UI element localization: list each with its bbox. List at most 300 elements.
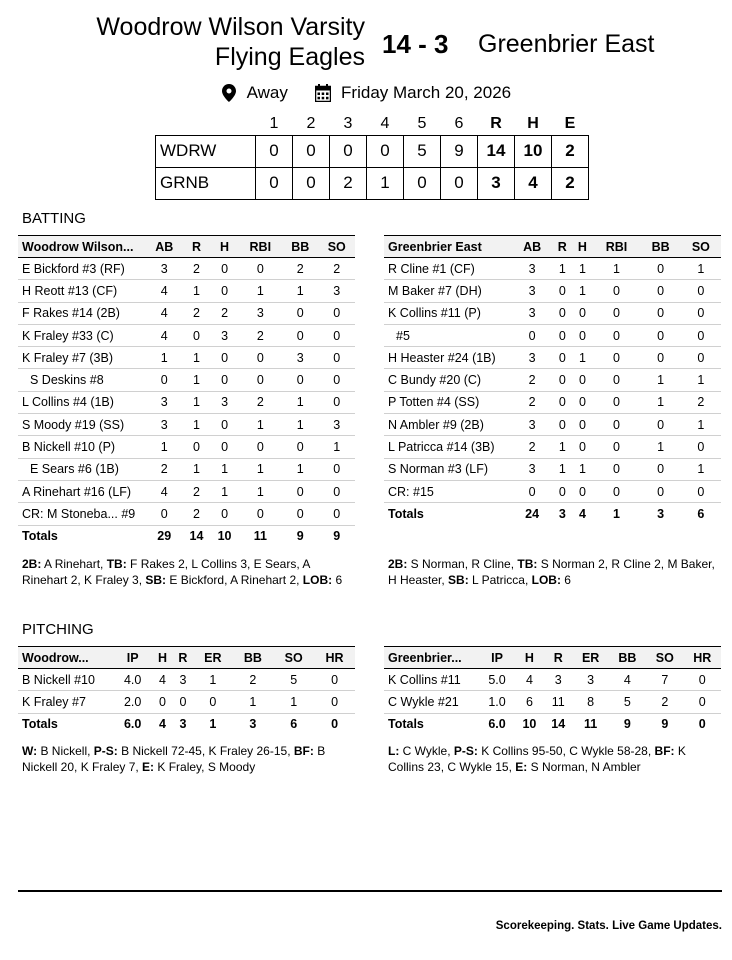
stat-cell: 11	[544, 691, 573, 713]
stat-column-header: BB	[609, 647, 646, 669]
total-cell: 6	[697, 507, 705, 522]
stat-column-header: RBI	[593, 236, 641, 258]
player-name: P Totten #4 (SS)	[384, 391, 512, 413]
inning-label: 6	[454, 114, 464, 132]
stat-cell: 1	[681, 458, 721, 480]
note-text: K Collins 23, C Wykle 15,	[388, 744, 686, 774]
stat-column-header: IP	[113, 647, 152, 669]
stat-cell: 0	[640, 302, 680, 324]
stat-cell: 0	[318, 302, 355, 324]
stat-cell: 0	[572, 369, 592, 391]
table-row	[384, 347, 721, 369]
stat-cell: 2	[681, 391, 721, 413]
stat-cell: 0	[593, 391, 641, 413]
stat-cell: 1	[182, 347, 210, 369]
total-cell: 11	[253, 529, 267, 544]
total-cell: 3	[249, 717, 257, 732]
stat-cell: 0	[681, 324, 721, 346]
table-row	[384, 458, 721, 480]
note-text: B Nickell 72-45, K Fraley 26-15,	[117, 744, 294, 758]
stat-cell: 0	[593, 324, 641, 346]
stat-cell: 4	[146, 280, 182, 302]
team-column-header: Woodrow...	[18, 647, 113, 669]
final-score: 14 - 3	[382, 29, 449, 59]
stat-cell: 1	[593, 258, 641, 280]
total-cell: 14	[189, 529, 204, 544]
stat-cell: 0	[593, 280, 641, 302]
stat-cell: 1	[239, 458, 282, 480]
player-name: E Sears #6 (1B)	[18, 458, 146, 480]
stat-cell: 1	[681, 258, 721, 280]
stat-cell: 3	[512, 302, 552, 324]
note-text: 6	[332, 573, 343, 587]
total-cell: 14	[551, 717, 566, 732]
stat-column-header: IP	[479, 647, 515, 669]
stat-cell: 4	[146, 480, 182, 502]
stat-cell: 1	[146, 436, 182, 458]
inning-label: 1	[269, 114, 279, 132]
stat-cell: 0	[314, 691, 355, 713]
total-errors: 2	[552, 167, 589, 199]
stat-cell: 3	[211, 324, 239, 346]
stat-cell: 2	[182, 258, 210, 280]
stat-cell: 0	[640, 414, 680, 436]
stat-cell: 0	[239, 258, 282, 280]
stat-cell: 1	[211, 480, 239, 502]
stat-cell: 2	[182, 480, 210, 502]
player-name: C Bundy #20 (C)	[384, 369, 512, 391]
stat-cell: 1.0	[479, 691, 515, 713]
stat-cell: 0	[681, 280, 721, 302]
player-name: CR: M Stoneba... #9	[18, 503, 146, 525]
table-row	[384, 669, 721, 691]
stat-cell: 2	[512, 391, 552, 413]
totals-label: Totals	[388, 507, 424, 522]
player-name: B Nickell #10 (P)	[18, 436, 146, 458]
table-row	[384, 436, 721, 458]
stat-cell: 1	[572, 258, 592, 280]
stat-cell: 1	[182, 458, 210, 480]
stat-cell: 3	[512, 458, 552, 480]
stat-cell: 0	[640, 480, 680, 502]
player-name: #5	[384, 324, 512, 346]
player-name: K Fraley #7 (3B)	[18, 347, 146, 369]
inning-score: 1	[367, 167, 404, 199]
note-label: E:	[515, 760, 528, 774]
table-row	[384, 324, 721, 346]
inning-label: 4	[380, 114, 390, 132]
stat-cell: 1	[182, 369, 210, 391]
stat-cell: 0	[282, 324, 318, 346]
totals-row	[18, 713, 355, 735]
inning-score: 0	[256, 167, 293, 199]
stat-cell: 1	[572, 280, 592, 302]
table-row	[384, 414, 721, 436]
total-hits: 10	[515, 135, 552, 167]
player-name: K Fraley #7	[18, 691, 113, 713]
batting-notes-away	[388, 556, 723, 588]
note-text: B Nickell 20, K Fraley 7,	[22, 744, 326, 774]
table-row	[18, 280, 355, 302]
inning-score: 0	[256, 135, 293, 167]
stat-cell: 4	[515, 669, 544, 691]
total-cell: 6	[290, 717, 298, 732]
note-text: B Nickell,	[37, 744, 94, 758]
table-header-row	[18, 647, 355, 669]
note-label: BF:	[654, 744, 675, 758]
stat-cell: 3	[512, 258, 552, 280]
stat-cell: 1	[182, 414, 210, 436]
stat-cell: 0	[681, 436, 721, 458]
stat-cell: 0	[572, 324, 592, 346]
footer-tagline: Scorekeeping. Stats. Live Game Updates.	[495, 920, 722, 932]
stat-cell: 0	[318, 391, 355, 413]
stat-cell: 0	[282, 302, 318, 324]
stat-cell: 0	[318, 347, 355, 369]
table-row	[384, 391, 721, 413]
table-row	[18, 347, 355, 369]
player-name: E Bickford #3 (RF)	[18, 258, 146, 280]
player-name: B Nickell #10	[18, 669, 113, 691]
player-name: L Collins #4 (1B)	[18, 391, 146, 413]
stat-cell: 0	[640, 458, 680, 480]
stat-cell: 3	[318, 414, 355, 436]
table-row	[18, 391, 355, 413]
stat-cell: 2	[182, 503, 210, 525]
stat-column-header: R	[552, 236, 572, 258]
stat-cell: 0	[593, 436, 641, 458]
total-cell: 9	[333, 529, 341, 544]
stat-cell: 1	[572, 347, 592, 369]
total-cell: 3	[558, 507, 566, 522]
hits-label: H	[527, 114, 539, 132]
table-row	[384, 691, 721, 713]
home-team-name-line2: Flying Eagles	[214, 43, 365, 71]
stat-cell: 0	[173, 691, 193, 713]
note-label: 2B:	[388, 557, 408, 571]
stat-cell: 2	[211, 302, 239, 324]
player-name: C Wykle #21	[384, 691, 479, 713]
totals-label: Totals	[22, 717, 58, 732]
calendar-icon	[315, 84, 331, 102]
stat-cell: 2	[232, 669, 273, 691]
note-text: A Rinehart,	[41, 557, 107, 571]
total-cell: 24	[525, 507, 540, 522]
total-cell: 6.0	[123, 717, 142, 732]
note-text: 6	[560, 573, 571, 587]
stat-cell: 0	[572, 391, 592, 413]
stat-cell: 1	[681, 414, 721, 436]
stat-cell: 0	[282, 503, 318, 525]
table-row	[18, 369, 355, 391]
stat-cell: 1	[552, 258, 572, 280]
stat-cell: 0	[684, 691, 722, 713]
player-name: H Reott #13 (CF)	[18, 280, 146, 302]
stat-cell: 2	[239, 391, 282, 413]
stat-cell: 0	[681, 347, 721, 369]
player-name: N Ambler #9 (2B)	[384, 414, 512, 436]
stat-cell: 0	[239, 436, 282, 458]
note-text: S Norman, N Ambler	[527, 760, 641, 774]
stat-cell: 0	[552, 302, 572, 324]
linescore-table	[155, 113, 589, 200]
game-header	[0, 10, 732, 74]
inning-score: 0	[404, 167, 441, 199]
stat-column-header: SO	[646, 647, 683, 669]
stat-cell: 1	[239, 414, 282, 436]
errors-label: E	[564, 114, 576, 132]
stat-cell: 0	[182, 324, 210, 346]
table-row	[384, 258, 721, 280]
stat-cell: 0	[318, 458, 355, 480]
stat-cell: 0	[314, 669, 355, 691]
totals-row	[384, 713, 721, 735]
totals-label: Totals	[388, 717, 424, 732]
stat-cell: 0	[572, 302, 592, 324]
totals-label: Totals	[22, 529, 58, 544]
player-name: S Moody #19 (SS)	[18, 414, 146, 436]
batting-table-away	[384, 235, 721, 525]
stat-cell: 0	[640, 347, 680, 369]
stat-cell: 3	[512, 347, 552, 369]
stat-cell: 0	[552, 347, 572, 369]
player-name: CR: #15	[384, 480, 512, 502]
total-cell: 0	[698, 717, 706, 732]
stat-cell: 0	[512, 324, 552, 346]
stat-cell: 3	[573, 669, 609, 691]
total-cell: 3	[657, 507, 665, 522]
stat-cell: 3	[173, 669, 193, 691]
total-cell: 10	[522, 717, 537, 732]
total-cell: 9	[623, 717, 631, 732]
inning-score: 0	[441, 167, 478, 199]
note-text: S Norman 2, R Cline 2, M Baker, H Heaster,	[388, 557, 715, 587]
note-text: S Norman, R Cline,	[407, 557, 518, 571]
stat-cell: 4	[146, 324, 182, 346]
stat-cell: 5.0	[479, 669, 515, 691]
stat-cell: 1	[552, 458, 572, 480]
player-name: S Deskins #8	[18, 369, 146, 391]
player-name: A Rinehart #16 (LF)	[18, 480, 146, 502]
stat-cell: 8	[573, 691, 609, 713]
stat-cell: 0	[211, 436, 239, 458]
stat-cell: 0	[146, 503, 182, 525]
stat-cell: 0	[239, 369, 282, 391]
stat-cell: 1	[182, 391, 210, 413]
stat-column-header: H	[152, 647, 172, 669]
note-text: K Collins 95-50, C Wykle 58-28,	[477, 744, 655, 758]
game-meta	[0, 80, 732, 105]
stat-column-header: SO	[318, 236, 355, 258]
player-name: K Fraley #33 (C)	[18, 324, 146, 346]
note-label: P-S:	[453, 744, 478, 758]
inning-score: 2	[330, 167, 367, 199]
stat-cell: 1	[239, 280, 282, 302]
stat-cell: 1	[282, 458, 318, 480]
stat-cell: 5	[609, 691, 646, 713]
stat-column-header: R	[544, 647, 573, 669]
stat-cell: 0	[552, 280, 572, 302]
total-cell: 9	[296, 529, 304, 544]
player-name: K Collins #11	[384, 669, 479, 691]
stat-cell: 0	[552, 391, 572, 413]
stat-column-header: HR	[684, 647, 722, 669]
stat-cell: 2	[646, 691, 683, 713]
total-hits: 4	[515, 167, 552, 199]
stat-cell: 2	[282, 258, 318, 280]
stat-cell: 0	[211, 503, 239, 525]
total-errors: 2	[552, 135, 589, 167]
stat-cell: 0	[552, 324, 572, 346]
stat-cell: 0	[239, 503, 282, 525]
inning-label: 3	[343, 114, 353, 132]
batting-notes-home	[22, 556, 352, 588]
stat-cell: 0	[318, 480, 355, 502]
team-abbr: WDRW	[156, 135, 256, 167]
note-label: P-S:	[93, 744, 118, 758]
footer-divider	[18, 890, 722, 892]
stat-cell: 0	[572, 414, 592, 436]
stat-cell: 0	[572, 436, 592, 458]
game-date: Friday March 20, 2026	[341, 82, 512, 102]
stat-cell: 4	[152, 669, 172, 691]
stat-column-header: SO	[681, 236, 721, 258]
inning-score: 0	[367, 135, 404, 167]
inning-score: 0	[293, 167, 330, 199]
stat-cell: 1	[318, 436, 355, 458]
stat-column-header: R	[182, 236, 210, 258]
total-cell: 29	[157, 529, 172, 544]
inning-score: 0	[293, 135, 330, 167]
stat-column-header: BB	[232, 647, 273, 669]
pitching-section-label: PITCHING	[22, 621, 94, 638]
stat-cell: 1	[182, 280, 210, 302]
game-location: Away	[246, 82, 288, 102]
note-text: E Bickford, A Rinehart 2,	[166, 573, 303, 587]
stat-cell: 1	[681, 369, 721, 391]
note-label: SB:	[145, 573, 167, 587]
stat-column-header: H	[572, 236, 592, 258]
stat-cell: 1	[640, 391, 680, 413]
stat-cell: 0	[552, 414, 572, 436]
stat-cell: 1	[273, 691, 314, 713]
note-label: E:	[142, 760, 155, 774]
note-label: LOB:	[531, 573, 561, 587]
player-name: R Cline #1 (CF)	[384, 258, 512, 280]
stat-cell: 3	[512, 414, 552, 436]
table-row	[18, 414, 355, 436]
table-row	[18, 458, 355, 480]
total-cell: 3	[179, 717, 187, 732]
stat-cell: 1	[146, 347, 182, 369]
table-header-row	[384, 647, 721, 669]
player-name: M Baker #7 (DH)	[384, 280, 512, 302]
stat-cell: 3	[146, 414, 182, 436]
total-runs: 3	[478, 167, 515, 199]
stat-cell: 0	[211, 414, 239, 436]
pitching-table-away	[384, 646, 721, 735]
stat-cell: 2	[239, 324, 282, 346]
stat-cell: 0	[211, 369, 239, 391]
player-name: S Norman #3 (LF)	[384, 458, 512, 480]
inning-score: 5	[404, 135, 441, 167]
note-text: C Wykle,	[399, 744, 454, 758]
home-team-name-line1: Woodrow Wilson Varsity	[96, 13, 365, 41]
player-name: F Rakes #14 (2B)	[18, 302, 146, 324]
table-row	[18, 302, 355, 324]
note-label: TB:	[517, 557, 538, 571]
stat-cell: 3	[318, 280, 355, 302]
table-row	[18, 258, 355, 280]
stat-cell: 1	[572, 458, 592, 480]
stat-cell: 0	[211, 280, 239, 302]
total-cell: 1	[209, 717, 217, 732]
stat-cell: 0	[512, 480, 552, 502]
stat-cell: 0	[211, 347, 239, 369]
inning-label: 5	[417, 114, 427, 132]
stat-cell: 3	[544, 669, 573, 691]
stat-cell: 0	[552, 369, 572, 391]
inning-label: 2	[306, 114, 316, 132]
note-label: TB:	[106, 557, 127, 571]
team-column-header: Greenbrier...	[384, 647, 479, 669]
total-cell: 4	[159, 717, 166, 732]
home-team-name	[60, 12, 365, 72]
stat-cell: 0	[593, 347, 641, 369]
stat-cell: 3	[146, 258, 182, 280]
stat-cell: 0	[572, 480, 592, 502]
note-text: K Fraley, S Moody	[154, 760, 256, 774]
table-row	[18, 669, 355, 691]
stat-cell: 0	[282, 436, 318, 458]
team-column-header: Greenbrier East	[384, 236, 512, 258]
stat-cell: 0	[593, 302, 641, 324]
stat-cell: 1	[640, 436, 680, 458]
stat-cell: 0	[318, 503, 355, 525]
stat-column-header: AB	[146, 236, 182, 258]
total-cell: 0	[331, 717, 339, 732]
stat-cell: 3	[282, 347, 318, 369]
stat-column-header: HR	[314, 647, 355, 669]
note-label: 2B:	[22, 557, 42, 571]
player-name: L Patricca #14 (3B)	[384, 436, 512, 458]
runs-label: R	[490, 114, 502, 132]
stat-column-header: H	[211, 236, 239, 258]
away-team-name: Greenbrier East	[478, 30, 655, 58]
table-row	[384, 280, 721, 302]
stat-column-header: ER	[573, 647, 609, 669]
stat-cell: 2	[318, 258, 355, 280]
stat-cell: 0	[552, 480, 572, 502]
batting-section-label: BATTING	[22, 210, 86, 227]
stat-cell: 0	[282, 480, 318, 502]
stat-cell: 3	[239, 302, 282, 324]
note-label: LOB:	[302, 573, 333, 587]
stat-column-header: SO	[273, 647, 314, 669]
linescore-row-home	[156, 135, 589, 167]
total-cell: 4	[578, 507, 586, 522]
stat-cell: 1	[282, 391, 318, 413]
stat-cell: 2.0	[113, 691, 152, 713]
stat-cell: 4.0	[113, 669, 152, 691]
stat-cell: 1	[282, 414, 318, 436]
stat-column-header: R	[173, 647, 193, 669]
table-header-row	[18, 236, 355, 258]
total-runs: 14	[478, 135, 515, 167]
stat-cell: 3	[512, 280, 552, 302]
stat-cell: 0	[318, 369, 355, 391]
totals-row	[18, 525, 355, 547]
